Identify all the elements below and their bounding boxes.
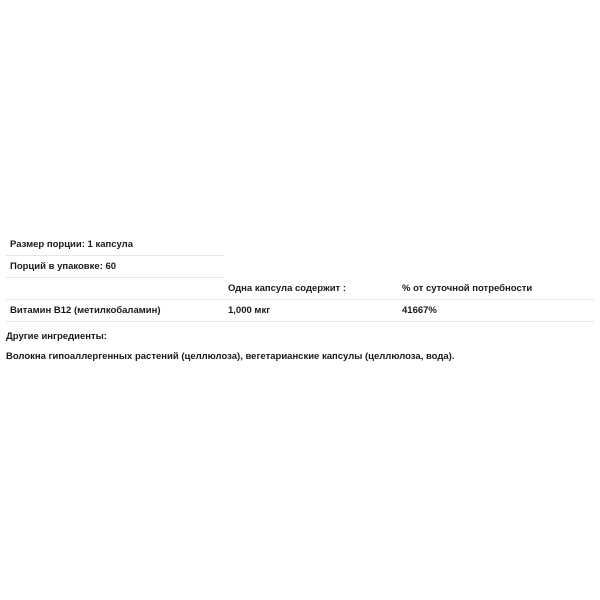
ingredient-amount: 1,000 мкг <box>228 305 271 316</box>
other-ingredients-text: Волокна гипоаллергенных растений (целлюлоза), вегетарианские капсулы (целлюлоза, вода). <box>6 351 455 362</box>
servings-per-container: Порций в упаковке: 60 <box>10 261 117 272</box>
serving-size-row <box>6 234 224 256</box>
amount-header: Одна капсула содержит : <box>228 283 347 294</box>
table-header-row <box>6 278 594 300</box>
ingredient-name: Витамин B12 (метилкобаламин) <box>10 305 161 316</box>
other-ingredients-title: Другие ингредиенты: <box>6 331 107 342</box>
daily-value-header: % от суточной потребности <box>402 283 533 294</box>
supplement-facts-table <box>6 234 594 322</box>
table-row <box>6 300 594 322</box>
servings-per-container-row <box>6 256 224 278</box>
ingredient-daily-value: 41667% <box>402 305 437 316</box>
serving-size: Размер порции: 1 капсула <box>10 239 133 250</box>
